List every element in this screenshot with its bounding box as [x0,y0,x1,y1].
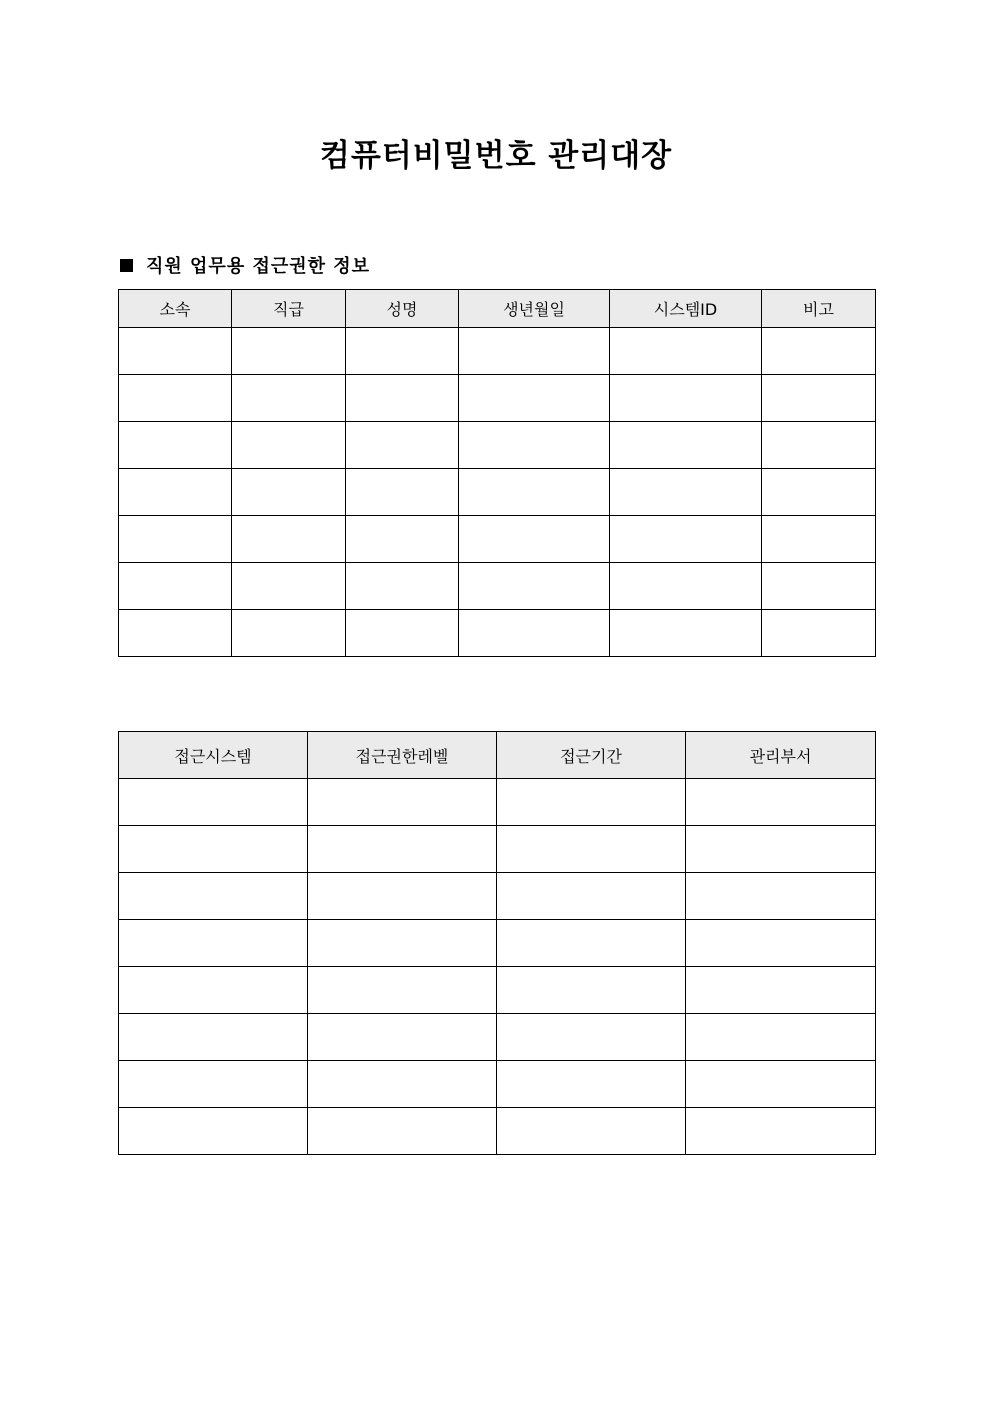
table-cell[interactable] [610,610,762,657]
table-cell[interactable] [232,563,346,610]
column-header-access-system: 접근시스템 [119,732,308,779]
table-cell[interactable] [497,1061,686,1108]
table-cell[interactable] [308,779,497,826]
table-cell[interactable] [346,516,459,563]
table-cell[interactable] [308,967,497,1014]
table-cell[interactable] [308,920,497,967]
section-heading-label: 직원 업무용 접근권한 정보 [146,256,371,277]
table-cell[interactable] [346,610,459,657]
column-header-affiliation: 소속 [119,290,232,328]
table-cell[interactable] [232,610,346,657]
table-cell[interactable] [686,920,876,967]
table-cell[interactable] [762,328,876,375]
table-cell[interactable] [232,375,346,422]
table-row [119,610,876,657]
table-cell[interactable] [119,1014,308,1061]
table-cell[interactable] [119,375,232,422]
table-row [119,826,876,873]
table-cell[interactable] [232,422,346,469]
table-row [119,1014,876,1061]
table-row [119,1061,876,1108]
table-cell[interactable] [119,516,232,563]
column-header-access-level: 접근권한레벨 [308,732,497,779]
table-cell[interactable] [308,826,497,873]
table-cell[interactable] [346,563,459,610]
table-cell[interactable] [308,873,497,920]
table-cell[interactable] [762,516,876,563]
table-cell[interactable] [686,1108,876,1155]
table-cell[interactable] [686,873,876,920]
table-cell[interactable] [119,1108,308,1155]
table-cell[interactable] [459,563,610,610]
table-cell[interactable] [119,779,308,826]
table-cell[interactable] [119,826,308,873]
table-row [119,516,876,563]
table-cell[interactable] [686,1014,876,1061]
table-row [119,779,876,826]
table-cell[interactable] [762,610,876,657]
staff-access-table [118,289,876,657]
table-cell[interactable] [119,920,308,967]
table-cell[interactable] [497,826,686,873]
document-title: 컴퓨터비밀번호 관리대장 [319,138,673,174]
table-cell[interactable] [308,1108,497,1155]
table-cell[interactable] [346,375,459,422]
table-row [119,328,876,375]
column-header-managing-department: 관리부서 [686,732,876,779]
table-cell[interactable] [119,873,308,920]
table-cell[interactable] [232,328,346,375]
table-cell[interactable] [497,1014,686,1061]
access-table-body [119,779,876,1155]
table-cell[interactable] [497,920,686,967]
table-cell[interactable] [610,563,762,610]
column-header-remarks: 비고 [762,290,876,328]
table-cell[interactable] [686,826,876,873]
table-cell[interactable] [610,516,762,563]
table-cell[interactable] [232,516,346,563]
table-cell[interactable] [459,328,610,375]
table-cell[interactable] [762,563,876,610]
table-cell[interactable] [610,469,762,516]
table-cell[interactable] [610,422,762,469]
staff-table-body [119,328,876,657]
table-cell[interactable] [346,422,459,469]
column-header-birthdate: 생년월일 [459,290,610,328]
section-heading [120,252,370,278]
table-cell[interactable] [459,375,610,422]
table-row [119,375,876,422]
table-cell[interactable] [459,610,610,657]
table-row [119,873,876,920]
table-row [119,422,876,469]
table-cell[interactable] [497,1108,686,1155]
table-cell[interactable] [119,328,232,375]
table-row [119,967,876,1014]
table-row [119,563,876,610]
column-header-position: 직급 [232,290,346,328]
black-square-icon [120,259,133,272]
table-cell[interactable] [119,1061,308,1108]
table-cell[interactable] [119,422,232,469]
column-header-system-id: 시스템ID [610,290,762,328]
column-header-access-period: 접근기간 [497,732,686,779]
table-cell[interactable] [119,610,232,657]
table-cell[interactable] [459,469,610,516]
table-row [119,920,876,967]
table-cell[interactable] [459,422,610,469]
table-cell[interactable] [119,967,308,1014]
system-access-table [118,731,876,1155]
table-cell[interactable] [686,1061,876,1108]
table-cell[interactable] [497,873,686,920]
table-cell[interactable] [610,375,762,422]
table-cell[interactable] [762,375,876,422]
table-header-row [119,732,876,779]
table-cell[interactable] [119,469,232,516]
table-cell[interactable] [308,1061,497,1108]
table-cell[interactable] [762,469,876,516]
table-cell[interactable] [610,328,762,375]
table-cell[interactable] [762,422,876,469]
table-cell[interactable] [346,469,459,516]
table-cell[interactable] [497,779,686,826]
table-cell[interactable] [346,328,459,375]
column-header-name: 성명 [346,290,459,328]
table-cell[interactable] [232,469,346,516]
table-cell[interactable] [686,779,876,826]
table-cell[interactable] [308,1014,497,1061]
table-cell[interactable] [686,967,876,1014]
table-cell[interactable] [497,967,686,1014]
table-cell[interactable] [459,516,610,563]
table-header-row [119,290,876,328]
table-row [119,1108,876,1155]
table-cell[interactable] [119,563,232,610]
table-row [119,469,876,516]
